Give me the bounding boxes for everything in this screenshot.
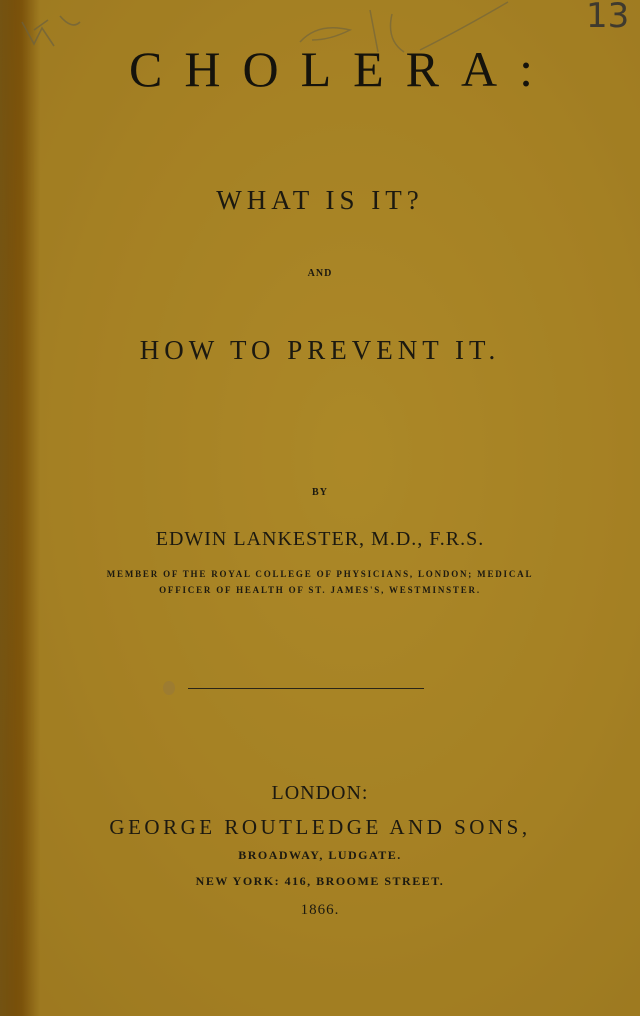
main-title: CHOLERA: bbox=[129, 41, 555, 97]
by-line: BY bbox=[312, 487, 328, 498]
author-name: EDWIN LANKESTER, M.D., F.R.S. bbox=[155, 528, 485, 550]
pencil-page-number: 13 bbox=[586, 0, 630, 36]
divider-rule bbox=[188, 688, 424, 689]
ink-blot bbox=[163, 681, 175, 695]
imprint-address-line-2: NEW YORK: 416, BROOME STREET. bbox=[195, 874, 445, 888]
title-question: WHAT IS IT? bbox=[216, 185, 424, 215]
imprint-publisher: GEORGE ROUTLEDGE AND SONS, bbox=[109, 815, 531, 839]
imprint-year: 1866. bbox=[300, 902, 340, 918]
subtitle: HOW TO PREVENT IT. bbox=[139, 335, 501, 365]
author-credentials-line-1: MEMBER OF THE ROYAL COLLEGE OF PHYSICIANS, LONDON; MEDICAL bbox=[106, 569, 534, 579]
imprint-city: LONDON: bbox=[271, 782, 369, 804]
imprint-address-line-1: BROADWAY, LUDGATE. bbox=[238, 848, 402, 862]
conjunction: AND bbox=[307, 268, 333, 279]
author-credentials-line-2: OFFICER OF HEALTH OF ST. JAMES'S, WESTMINSTER. bbox=[159, 585, 481, 595]
page-spine-shadow bbox=[0, 0, 16, 1016]
